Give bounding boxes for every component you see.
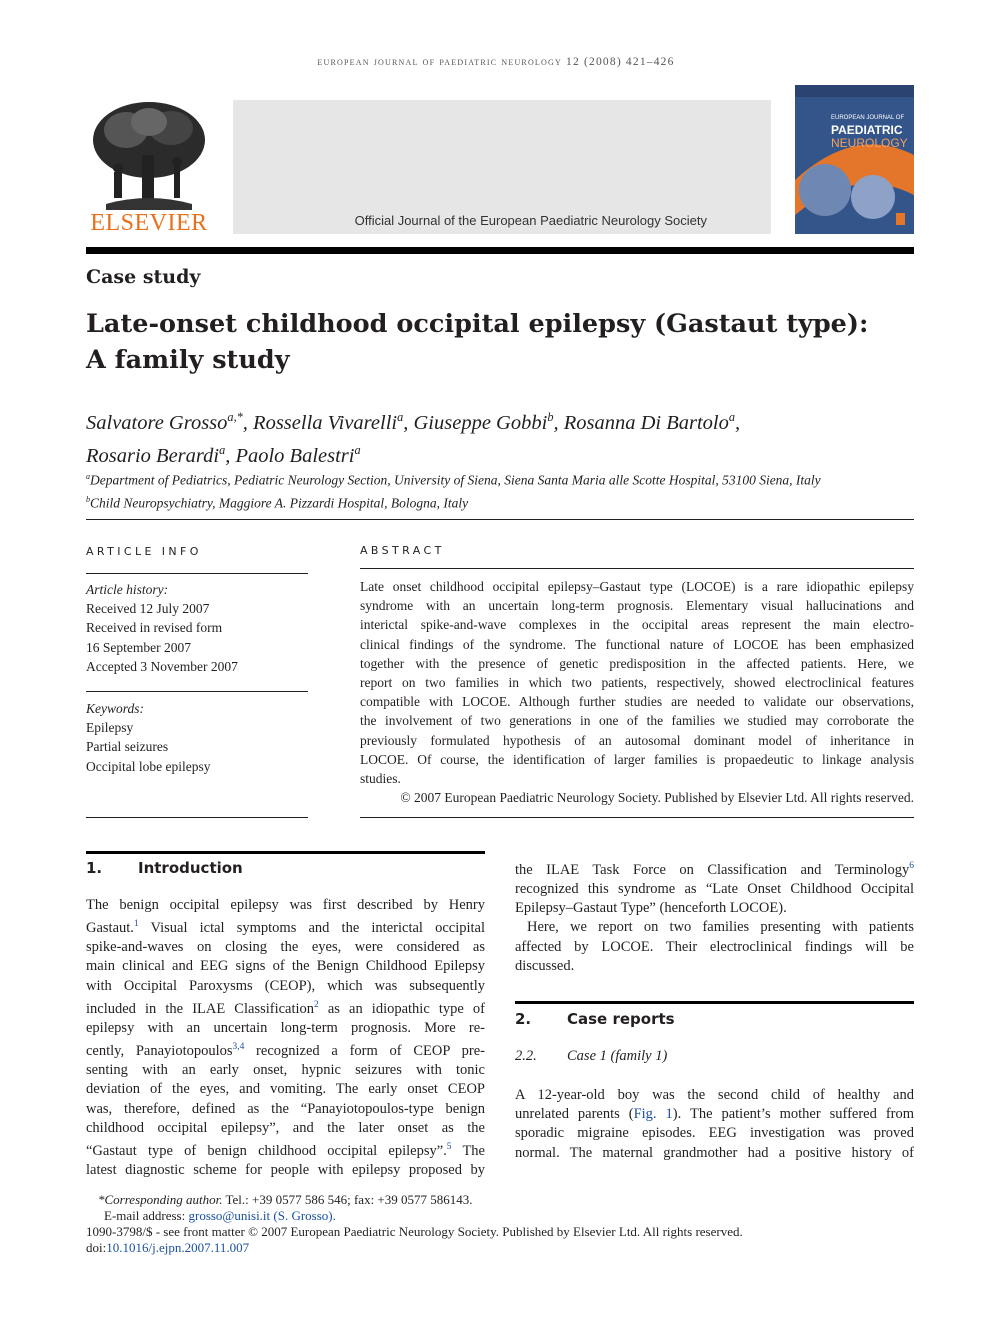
text-line: Epilepsy–Gastaut Type” (henceforth LOCOE). [515, 900, 787, 917]
citation-ref[interactable]: 5 [446, 1141, 452, 1152]
author-affiliation-mark: a [728, 410, 736, 424]
author-name: Salvatore Grosso [86, 411, 228, 434]
author-name: Paolo Balestri [235, 444, 355, 467]
keywords [86, 699, 308, 776]
author-name: Rossella Vivarelli [253, 411, 398, 434]
divider [86, 573, 308, 574]
right-column-body [515, 857, 914, 976]
title-line: Late-onset childhood occipital epilepsy (Gastaut type): [86, 309, 869, 339]
citation-ref[interactable]: 3,4 [232, 1042, 245, 1053]
section-title: Case reports [567, 1010, 675, 1028]
keyword: Epilepsy [86, 720, 134, 736]
cover-art-icon [795, 85, 914, 234]
figure-ref-link[interactable]: Fig. 1 [633, 1106, 673, 1123]
section-rule [515, 1001, 914, 1004]
text-line: latest diagnostic scheme for people with epilepsy proposed by [86, 1161, 485, 1178]
text-line: Here, we report on two families presenting with patients [527, 919, 914, 936]
banner-text: Official Journal of the European Paediatric Neurology Society [354, 213, 707, 228]
header-rule [86, 247, 914, 254]
history-item: Received in revised form [86, 620, 223, 636]
abstract-body [360, 577, 914, 807]
text-line: main clinical and EEG signs of the Benign Childhood Epilepsy [86, 958, 485, 975]
text-line: included in the ILAE Classification$^2$ as an idiopathic type of [86, 999, 486, 1017]
divider [86, 519, 914, 520]
cover-line1: EUROPEAN JOURNAL OF [831, 115, 905, 121]
text-line: recognized this syndrome as “Late Onset Childhood Occipital [515, 881, 914, 898]
author-affiliation-mark: a [354, 442, 361, 457]
text-line: cently, Panayiotopoulos$^{3,4}$ recognized a form of CEOP pre- [86, 1042, 485, 1059]
history-item: 16 September 2007 [86, 639, 191, 655]
text-line: “Gastaut type of benign childhood occipital epilepsy”.$^5$ The [86, 1141, 485, 1159]
abstract-line: interictal spike-and-wave complexes in the occipital areas represent the main electro- [360, 617, 914, 633]
history-label: Article history: [86, 582, 169, 597]
text-line: sporadic migraine episodes. EEG investigation was proved [515, 1125, 914, 1142]
divider [360, 568, 914, 569]
title-line: A family study [86, 345, 290, 375]
abstract-line: LOCOE. Of course, the identification of larger families is propaedeutic to linkage analysis [360, 751, 914, 767]
divider [360, 817, 914, 818]
text-line: spike-and-waves on closing the eyes, were considered as [86, 939, 485, 956]
doi-line [86, 1240, 914, 1256]
text-line: childhood occipital epilepsy”, and the later onset as the [86, 1119, 485, 1136]
author-affiliation-mark: a [397, 410, 404, 424]
text-line: affected by LOCOE. Their electroclinical findings will be [515, 938, 914, 955]
subsection-number: 2.2. [515, 1048, 537, 1064]
journal-cover-thumbnail [795, 85, 914, 234]
abstract-line: the involvement of two generations in one of the families we studied may corroborate the [360, 713, 914, 729]
affiliation-text: Child Neuropsychiatry, Maggiore A. Pizzardi Hospital, Bologna, Italy [90, 495, 469, 510]
author-affiliation-mark: a [219, 442, 226, 457]
author-separator: , [225, 444, 236, 467]
affiliation [86, 467, 914, 490]
text-line: the ILAE Task Force on Classification and Terminology$^6$ [515, 861, 914, 878]
cover-line3: NEUROLOGY [831, 136, 908, 150]
email-link[interactable]: grosso@unisi.it (S. Grosso). [188, 1208, 336, 1223]
author-separator: , [242, 411, 254, 434]
email-label: E-mail address: [104, 1208, 189, 1223]
keyword: Occipital lobe epilepsy [86, 758, 211, 774]
elsevier-wordmark: ELSEVIER [90, 210, 208, 236]
section-title: Introduction [138, 859, 243, 877]
text-line: was, therefore, defined as the “Panayiotopoulos-type benign [86, 1100, 485, 1117]
intro-body [86, 896, 485, 1180]
tree-icon [86, 100, 212, 210]
article-type: Case study [86, 266, 201, 288]
abstract-line: report on two families in which two patients, respectively, showed electroclinical features [360, 675, 914, 691]
author-name: Rosanna Di Bartolo [563, 411, 729, 434]
keyword: Partial seizures [86, 739, 169, 755]
author-affiliation-mark: b [547, 410, 554, 424]
running-head: european journal of paediatric neurology 12 (2008) 421–426 [317, 56, 675, 68]
author-separator: , [553, 411, 564, 434]
text-line: senting with an early onset, hypnic seizures with tonic [86, 1062, 485, 1079]
article-info-heading: ARTICLE INFO [86, 545, 202, 558]
journal-banner [233, 100, 771, 234]
section-rule [86, 851, 485, 854]
abstract-heading: ABSTRACT [360, 544, 445, 557]
author-list [86, 404, 914, 470]
citation-ref[interactable]: 1 [133, 919, 139, 930]
section-number: 2. [515, 1010, 532, 1028]
corresponding-contact: Tel.: +39 0577 586 546; fax: +39 0577 586143. [222, 1192, 473, 1207]
cover-line2: PAEDIATRIC [831, 123, 903, 137]
text-line: normal. The maternal grandmother had a positive history of [515, 1144, 914, 1161]
corresponding-note [86, 1192, 914, 1208]
case1-body [515, 1086, 914, 1163]
author-affiliation-mark: a,* [227, 410, 243, 424]
divider [86, 691, 308, 692]
author-name: Rosario Berardi [86, 444, 220, 467]
abstract-line: together with the presence of genetic predisposition in the affected patients. Here, we [360, 655, 914, 671]
abstract-line: studies. [360, 771, 401, 787]
divider [86, 817, 308, 818]
abstract-copyright: © 2007 European Paediatric Neurology Society. Published by Elsevier Ltd. All rights reserved. [400, 790, 914, 806]
doi-link[interactable]: 10.1016/j.ejpn.2007.11.007 [106, 1240, 250, 1255]
abstract-line: syndrome with an uncertain long-term prognosis. Elementary visual hallucinations and [360, 598, 914, 614]
article-history [86, 580, 308, 676]
abstract-line: compatible with LOCOE. Although further studies are needed to validate our observations, [360, 694, 914, 710]
text-line: deviation of the eyes, and vomiting. The early onset CEOP [86, 1081, 485, 1098]
abstract-line: clinical findings of the syndrome. The functional nature of LOCOE has been emphasized [360, 636, 914, 652]
issn-line: 1090-3798/$ - see front matter © 2007 European Paediatric Neurology Society. Published by Elsevier Ltd. All rights reserved. [86, 1224, 743, 1239]
section-number: 1. [86, 859, 103, 877]
author-separator: , [735, 411, 741, 434]
affiliation [86, 490, 914, 513]
affiliations [86, 467, 914, 512]
author-name: Giuseppe Gobbi [413, 411, 548, 434]
affiliation-key: b [86, 494, 91, 504]
text-line: with Occipital Paroxysms (CEOP), which was subsequently [86, 977, 485, 994]
text-line: unrelated parents (Fig. 1). The patient’s mother suffered from [515, 1106, 915, 1123]
citation-ref[interactable]: 2 [314, 999, 319, 1010]
author-separator: , [403, 411, 414, 434]
corresponding-label: *Corresponding author. [98, 1192, 223, 1207]
abstract-line: previously formulated hypothesis of an autosomal dominant model of inheritance in [360, 732, 914, 748]
text-line: Gastaut.$^1$ Visual ictal symptoms and the interictal occipital [86, 919, 485, 937]
text-line: discussed. [515, 957, 575, 974]
article-title [86, 306, 914, 378]
citation-ref[interactable]: 6 [909, 861, 914, 871]
keywords-label: Keywords: [86, 701, 144, 716]
text-line: epilepsy with an uncertain long-term prognosis. More re- [86, 1019, 485, 1036]
doi-label: doi: [86, 1240, 107, 1255]
footnotes [86, 1192, 914, 1256]
history-item: Received 12 July 2007 [86, 601, 210, 617]
text-line: A 12-year-old boy was the second child of healthy and [515, 1087, 914, 1103]
affiliation-text: Department of Pediatrics, Pediatric Neurology Section, University of Siena, Siena Santa Maria alle Scotte Hospital, 53100 Siena, Italy [90, 472, 821, 488]
text-line: The benign occipital epilepsy was first described by Henry [86, 897, 485, 913]
affiliation-key: a [86, 472, 91, 481]
abstract-line: Late onset childhood occipital epilepsy–Gastaut type (LOCOE) is a rare idiopathic epilepsy [360, 579, 914, 594]
email-note [86, 1208, 914, 1224]
subsection-title: Case 1 (family 1) [567, 1048, 668, 1064]
history-item: Accepted 3 November 2007 [86, 658, 238, 674]
